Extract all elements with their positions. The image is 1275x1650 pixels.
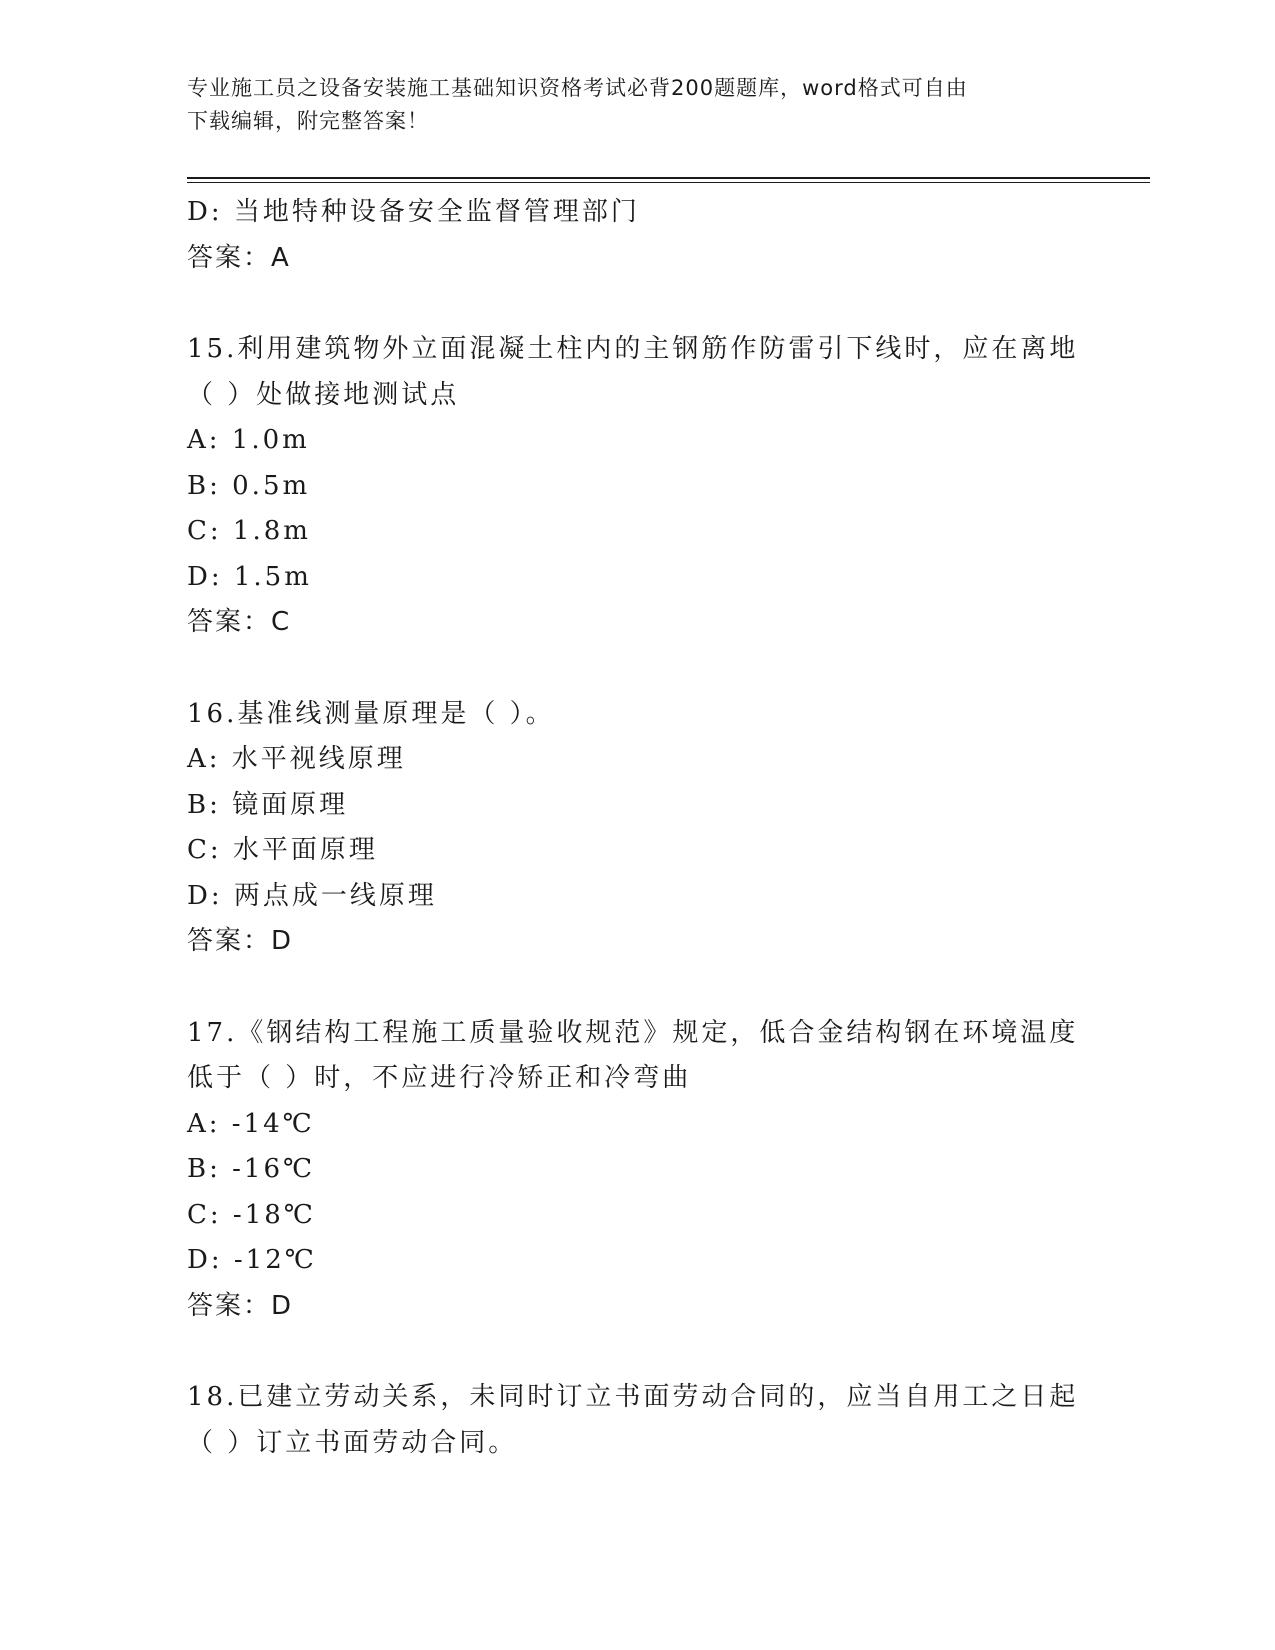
option-d: D: 两点成一线原理 <box>187 880 437 911</box>
option-d: D: 1.5m <box>187 561 312 592</box>
option-a: A: 水平视线原理 <box>187 744 406 774</box>
option-c: C: -18℃ <box>187 1199 316 1230</box>
question-18 <box>187 1375 1087 1466</box>
option-d: D: -12℃ <box>187 1245 317 1275</box>
document-header <box>187 72 1087 138</box>
option-b: B: 0.5m <box>187 470 311 501</box>
question-16 <box>187 692 1087 965</box>
spacer <box>187 646 1087 692</box>
question-stem-line-1: 17.《钢结构工程施工质量验收规范》规定，低合金结构钢在环境温度 <box>187 1017 1079 1048</box>
header-line-2: 下载编辑，附完整答案！ <box>187 109 429 133</box>
option-c: C: 水平面原理 <box>187 835 378 865</box>
answer-line: 答案：C <box>187 607 292 637</box>
question-stem-line-1: 18.已建立劳动关系，未同时订立书面劳动合同的，应当自用工之日起 <box>187 1382 1079 1412</box>
question-stem-line-1: 16.基准线测量原理是（ ）。 <box>187 698 555 729</box>
question-list <box>187 190 1087 1466</box>
question-stem-line-1: 15.利用建筑物外立面混凝土柱内的主钢筋作防雷引下线时，应在离地 <box>187 334 1079 364</box>
question-15 <box>187 327 1087 646</box>
header-divider-thick <box>187 177 1150 179</box>
header-line-1: 专业施工员之设备安装施工基础知识资格考试必背200题题库，word格式可自由 <box>187 76 968 100</box>
option-c: C: 1.8m <box>187 516 311 546</box>
answer-line: 答案：D <box>187 1290 294 1321</box>
spacer <box>187 1329 1087 1375</box>
option-a: A: 1.0m <box>187 425 310 455</box>
answer-line: 答案：A <box>187 242 291 273</box>
header-divider-thin <box>187 182 1150 183</box>
option-d: D: 当地特种设备安全监督管理部门 <box>187 197 640 227</box>
question-stem-line-2: 低于（ ）时，不应进行冷矫正和冷弯曲 <box>187 1063 692 1093</box>
spacer <box>187 281 1087 327</box>
previous-question-tail <box>187 190 1087 281</box>
question-stem-line-2: （ ）订立书面劳动合同。 <box>187 1427 518 1458</box>
question-stem-line-2: （ ）处做接地测试点 <box>187 379 460 410</box>
option-b: B: 镜面原理 <box>187 789 349 820</box>
spacer <box>187 965 1087 1011</box>
option-a: A: -14℃ <box>187 1108 315 1139</box>
question-17 <box>187 1011 1087 1330</box>
answer-line: 答案：D <box>187 926 294 956</box>
option-b: B: -16℃ <box>187 1154 316 1184</box>
